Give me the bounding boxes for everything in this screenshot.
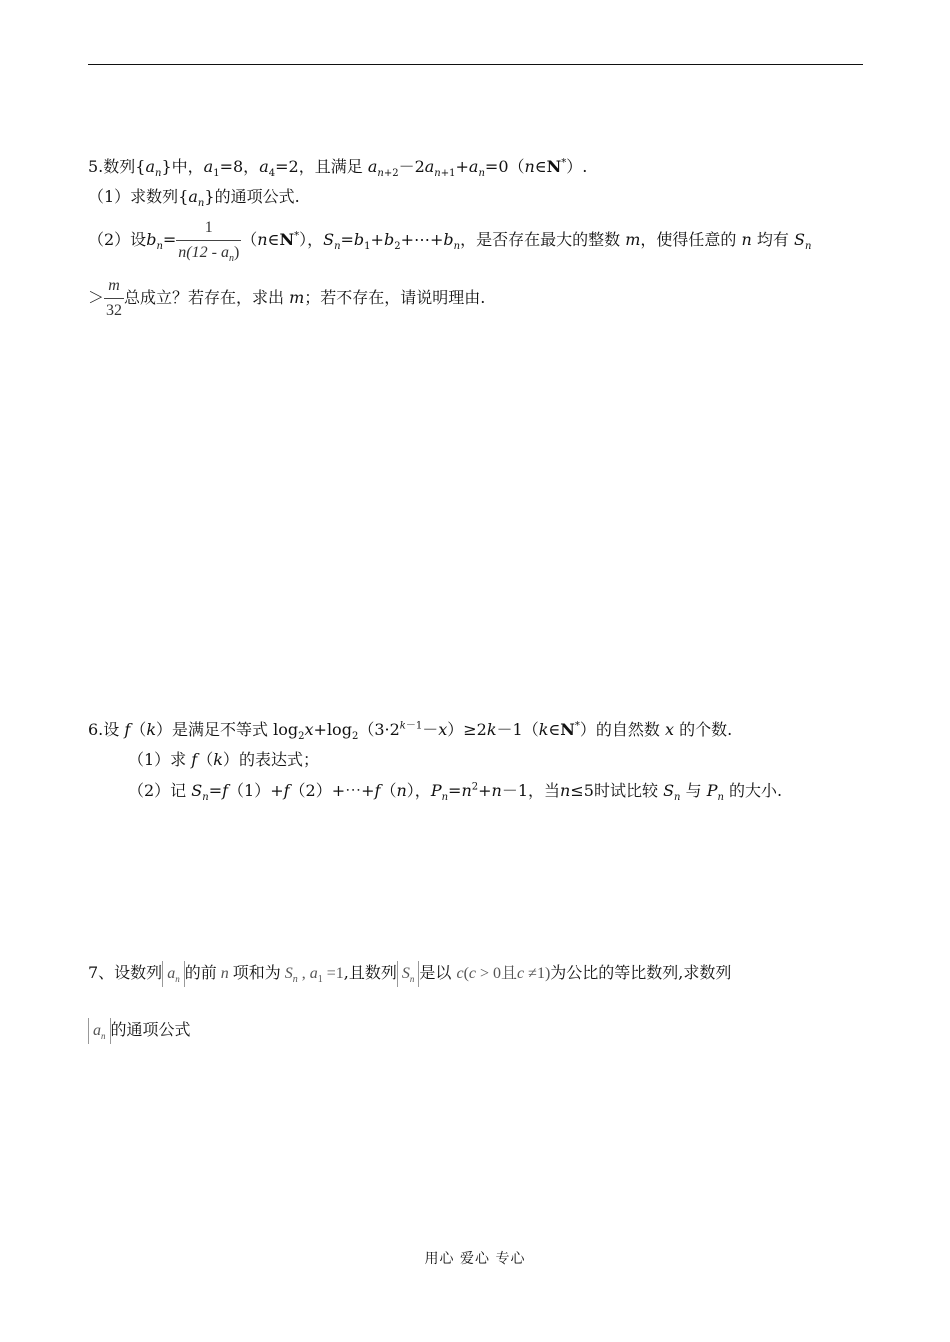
fraction-m-32: $\frac{m}{32}$	[106, 277, 123, 319]
page-footer: 用心 爱心 专心	[424, 1251, 526, 1267]
problem-6-part-1: （1）求 f（k）的表达式；	[128, 750, 319, 769]
fraction-bn: $\frac{1}{n(12 - a_n)}$	[178, 219, 240, 265]
problem-5-label: 5.数列	[88, 157, 136, 176]
set-an-2: $a_n$	[88, 1018, 111, 1044]
problem-7-label: 7、设数列	[88, 963, 163, 982]
problem-6-part-2: （2）记 $S_n=f(1)+f(2)+\cdots+f(n)$，$P_n=n^2+n-1$，当n≤5时试比较 $S_n$ 与 $P_n$ 的大小.	[128, 781, 783, 804]
header-rule	[88, 64, 863, 65]
problem-7-stem: 7、设数列 $a_n$ 的前 n 项和为 $S_n$ , $a_1 =1$,且数列 $S_n$ 是以 c(c > 0且c ≠1)为公比的等比数列,求数列	[88, 958, 731, 989]
problem-5-stem: 5.数列$\{a_n\}$中，$a_1=8$，$a_4=2$，且满足 $a_{n+2}-2a_{n+1}+a_n=0(n\in N^*)$.	[88, 157, 588, 180]
problem-5-part-1: （1）求数列$\{a_n\}$的通项公式.	[88, 187, 300, 210]
problem-6-label: 6.设	[88, 720, 120, 739]
set-sn: $S_n$	[397, 961, 420, 987]
problem-7-cont: $a_n$ 的通项公式	[88, 1015, 191, 1045]
problem-5-part-2: （2）设$b_n=$ $\frac{1}{n(12 - a_n)}$ （n∈N*），$S_n=b_1+b_2+\cdots+b_n$，是否存在最大的整数 m，使得任意的 n 均有 $S_n$	[88, 219, 812, 265]
problem-6-stem: 6.设 f（k）是满足不等式 $\log_2x+\log_2(3\cdot 2^{k-1}-x)\ge 2k-1(k\in N^*)$的自然数 x 的个数.	[88, 720, 733, 743]
problem-5-part-2-cont: ＞ $\frac{m}{32}$ 总成立？若存在，求出 m；若不存在，请说明理由.	[88, 277, 486, 319]
set-an: $a_n$	[162, 961, 185, 987]
